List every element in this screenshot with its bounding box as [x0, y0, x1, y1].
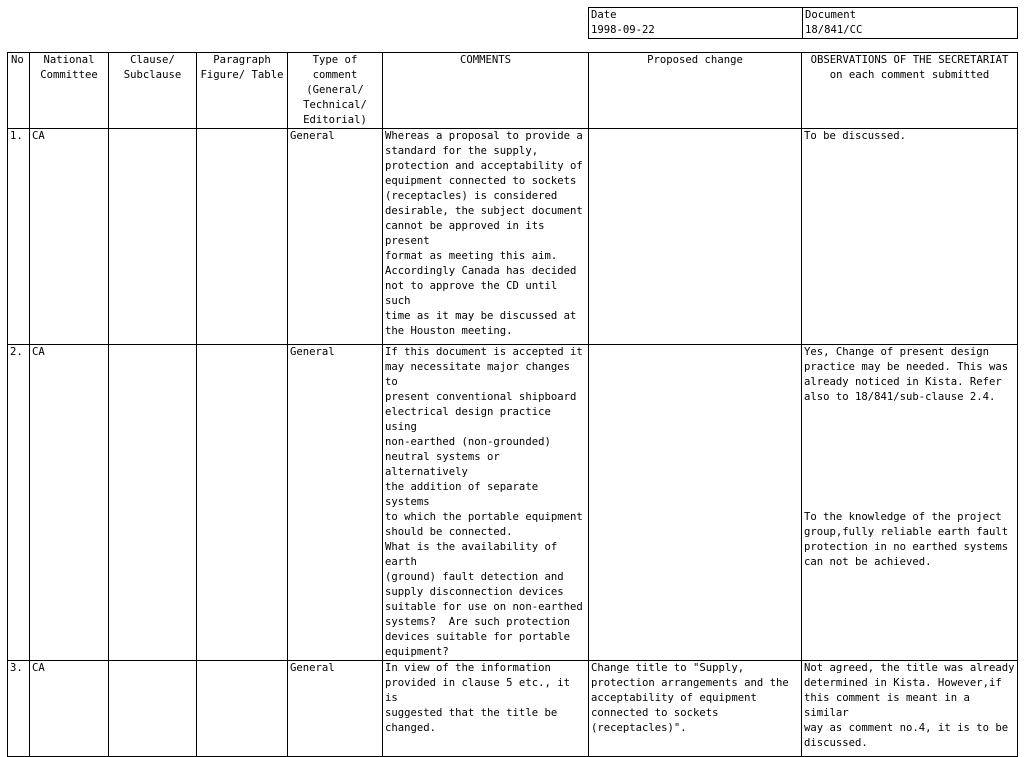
- row-no: 3.: [8, 661, 30, 757]
- row-type: General: [288, 661, 383, 757]
- date-value: 1998-09-22: [591, 24, 655, 36]
- row-clause: [109, 661, 197, 757]
- document-cell: [803, 8, 1018, 39]
- row-proposed-change: Change title to "Supply, protection arrangements and the acceptability of equipment connected to sockets (receptacles)".: [589, 661, 802, 757]
- table-row: [8, 129, 1018, 345]
- observation-part-2: To the knowledge of the project group,fully reliable earth fault protection in no earthed systems can not be achieved.: [804, 511, 1009, 568]
- row-paragraph: [197, 129, 288, 345]
- row-comment: Whereas a proposal to provide a standard for the supply, protection and acceptability of equipment connected to sockets (receptacles) is considered desirable, the subject document cannot be approved in its present format as meeting this aim. Accordingly Canada has decided not to approve the CD until such time as it may be discussed at the Houston meeting.: [383, 129, 589, 345]
- row-no: 1.: [8, 129, 30, 345]
- row-observation: Not agreed, the title was already determined in Kista. However,if this comment is meant in a similar way as comment no.4, it is to be discussed.: [802, 661, 1018, 757]
- col-header-type: Type of comment (General/ Technical/ Editorial): [288, 53, 383, 129]
- col-header-paragraph: Paragraph Figure/ Table: [197, 53, 288, 129]
- date-label: Date: [591, 9, 617, 21]
- row-proposed-change: [589, 345, 802, 661]
- col-header-clause: Clause/ Subclause: [109, 53, 197, 129]
- row-observation: To be discussed.: [802, 129, 1018, 345]
- table-row: [8, 345, 1018, 661]
- row-type: General: [288, 129, 383, 345]
- row-no: 2.: [8, 345, 30, 661]
- comments-table: [7, 52, 1018, 757]
- date-cell: [589, 8, 803, 39]
- col-header-observations: OBSERVATIONS OF THE SECRETARIAT on each comment submitted: [802, 53, 1018, 129]
- col-header-comments: COMMENTS: [383, 53, 589, 129]
- observation-part-1: Yes, Change of present design practice may be needed. This was already noticed in Kista. Refer also to 18/841/sub-clause 2.4.: [804, 346, 1009, 403]
- row-national-committee: CA: [30, 129, 109, 345]
- row-comment: In view of the information provided in clause 5 etc., it is suggested that the title be changed.: [383, 661, 589, 757]
- row-national-committee: CA: [30, 661, 109, 757]
- row-observation: [802, 345, 1018, 661]
- document-label: Document: [805, 9, 857, 21]
- row-paragraph: [197, 661, 288, 757]
- row-paragraph: [197, 345, 288, 661]
- col-header-proposed-change: Proposed change: [589, 53, 802, 129]
- col-header-national-committee: National Committee: [30, 53, 109, 129]
- row-national-committee: CA: [30, 345, 109, 661]
- document-value: 18/841/CC: [805, 24, 863, 36]
- row-clause: [109, 129, 197, 345]
- row-clause: [109, 345, 197, 661]
- document-header: [588, 7, 1018, 39]
- row-proposed-change: [589, 129, 802, 345]
- table-header-row: [8, 53, 1018, 129]
- table-row: [8, 661, 1018, 757]
- row-comment: If this document is accepted it may necessitate major changes to present conventional shipboard electrical design practice using non-earthed (non-grounded) neutral systems or alternatively the addition of separate systems to which the portable equipment should be connected. What is the availability of earth (ground) fault detection and supply disconnection devices suitable for use on non-earthed systems? Are such protection devices suitable for portable equipment?: [383, 345, 589, 661]
- col-header-no: No: [8, 53, 30, 129]
- row-type: General: [288, 345, 383, 661]
